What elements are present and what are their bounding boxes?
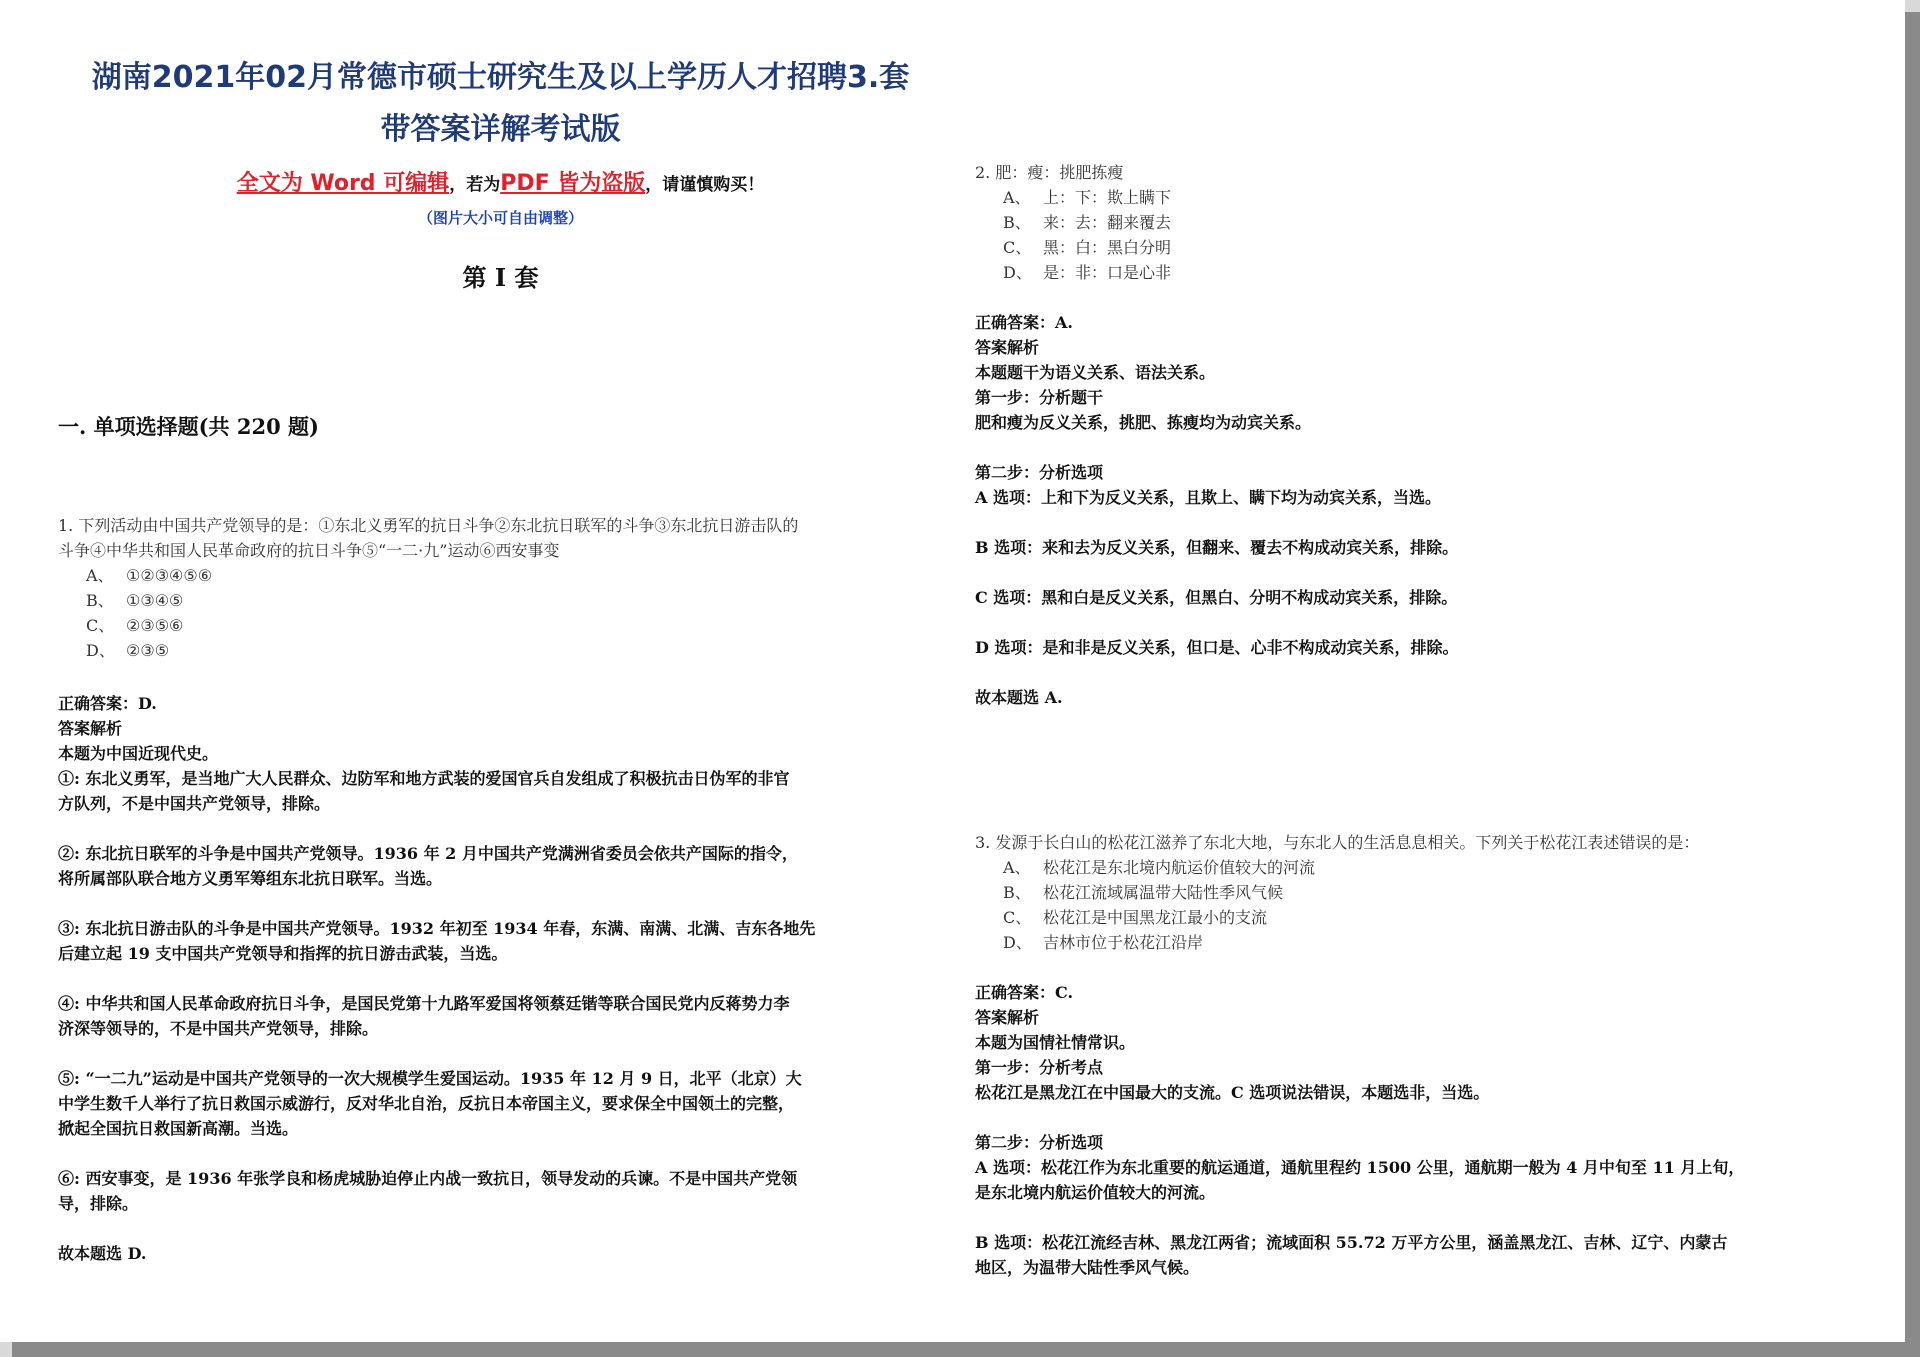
option-b: B、 来：去：翻来覆去 xyxy=(1003,213,1172,232)
option-d: D、 ②③⑤ xyxy=(86,641,170,660)
copyright-notice xyxy=(58,166,943,197)
option-b: B、 松花江流域属温带大陆性季风气候 xyxy=(1003,883,1284,902)
analysis-paragraph: 将所属部队联合地方义勇军筹组东北抗日联军。当选。 xyxy=(58,869,443,888)
conclusion: 故本题选 A. xyxy=(975,688,1063,707)
option-c: C、 松花江是中国黑龙江最小的支流 xyxy=(1003,908,1268,927)
analysis-paragraph: ⑥: 西安事变，是 1936 年张学良和杨虎城胁迫停止内战一致抗日，领导发动的兵谏。不是中国共产党领 xyxy=(58,1169,798,1188)
step-label: 第二步：分析选项 xyxy=(975,463,1104,482)
analysis-label: 答案解析 xyxy=(58,719,123,738)
title-line-1: 湖南2021年02月常德市硕士研究生及以上学历人才招聘3.套 xyxy=(91,60,910,95)
analysis-paragraph: 方队列，不是中国共产党领导，排除。 xyxy=(58,794,331,813)
analysis-label: 答案解析 xyxy=(975,1008,1040,1027)
analysis-paragraph: C 选项：黑和白是反义关系，但黑白、分明不构成动宾关系，排除。 xyxy=(975,588,1458,607)
question-1 xyxy=(58,513,943,1266)
notice-text: ，若为 xyxy=(449,175,501,195)
analysis-paragraph: 后建立起 19 支中国共产党领导和指挥的抗日游击武装，当选。 xyxy=(58,944,508,963)
correct-answer: 正确答案：D. xyxy=(58,694,157,713)
analysis-paragraph: B 选项：来和去为反义关系，但翻来、覆去不构成动宾关系，排除。 xyxy=(975,538,1459,557)
left-column xyxy=(58,52,943,1266)
notice-text-end: ，请谨慎购买！ xyxy=(645,175,765,195)
page-shadow-bottom xyxy=(12,1342,1920,1357)
analysis-paragraph: 肥和瘦为反义关系，挑肥、拣瘦均为动宾关系。 xyxy=(975,413,1312,432)
analysis-paragraph: B 选项：松花江流经吉林、黑龙江两省；流域面积 55.72 万平方公里，涵盖黑龙江、吉林、辽宁、内蒙古 xyxy=(975,1233,1728,1252)
option-c: C、 ②③⑤⑥ xyxy=(86,616,184,635)
analysis-paragraph: 中学生数千人举行了抗日救国示威游行，反对华北自治，反抗日本帝国主义，要求保全中国领土的完整， xyxy=(58,1094,795,1113)
set-title: 第 I 套 xyxy=(462,263,539,292)
notice-pdf-pirated: PDF 皆为盗版 xyxy=(500,171,646,196)
step-label: 第一步：分析考点 xyxy=(975,1058,1104,1077)
right-column xyxy=(975,0,1855,1280)
analysis-topic: 本题为中国近现代史。 xyxy=(58,744,219,763)
question-stem: 2. 肥：瘦：挑肥拣瘦 xyxy=(975,163,1124,182)
analysis-paragraph: 松花江是黑龙江在中国最大的支流。C 选项说法错误，本题选非，当选。 xyxy=(975,1083,1490,1102)
analysis-paragraph: ②: 东北抗日联军的斗争是中国共产党领导。1936 年 2 月中国共产党满洲省委员会依共产国际的指令， xyxy=(58,844,798,863)
question-stem: 1. 下列活动由中国共产党领导的是：①东北义勇军的抗日斗争②东北抗日联军的斗争③东北抗日游击队的 xyxy=(58,516,799,535)
option-d: D、 是：非：口是心非 xyxy=(1003,263,1172,282)
analysis-paragraph: ③: 东北抗日游击队的斗争是中国共产党领导。1932 年初至 1934 年春，东满、南满、北满、吉东各地先 xyxy=(58,919,816,938)
analysis-label: 答案解析 xyxy=(975,338,1040,357)
option-a: A、 上：下：欺上瞒下 xyxy=(1003,188,1172,207)
question-stem: 3. 发源于长白山的松花江滋养了东北大地，与东北人的生活息息相关。下列关于松花江表述错误的是： xyxy=(975,833,1700,852)
question-2 xyxy=(975,160,1855,710)
step-label: 第一步：分析题干 xyxy=(975,388,1104,407)
analysis-paragraph: 导，排除。 xyxy=(58,1194,139,1213)
analysis-paragraph: D 选项：是和非是反义关系，但口是、心非不构成动宾关系，排除。 xyxy=(975,638,1459,657)
analysis-paragraph: 是东北境内航运价值较大的河流。 xyxy=(975,1183,1216,1202)
step-label: 第二步：分析选项 xyxy=(975,1133,1104,1152)
question-stem: 斗争④中华共和国人民革命政府的抗日斗争⑤“一二·九”运动⑥西安事变 xyxy=(58,541,560,560)
document-title xyxy=(58,52,943,156)
option-d: D、 吉林市位于松花江沿岸 xyxy=(1003,933,1204,952)
correct-answer: 正确答案：A. xyxy=(975,313,1073,332)
analysis-paragraph: ④: 中华共和国人民革命政府抗日斗争，是国民党第十九路军爱国将领蔡廷锴等联合国民党内反蒋势力李 xyxy=(58,994,790,1013)
conclusion: 故本题选 D. xyxy=(58,1244,147,1263)
analysis-paragraph: 掀起全国抗日救国新高潮。当选。 xyxy=(58,1119,299,1138)
analysis-topic: 本题为国情社情常识。 xyxy=(975,1033,1136,1052)
option-b: B、 ①③④⑤ xyxy=(86,591,184,610)
analysis-paragraph: 地区，为温带大陆性季风气候。 xyxy=(975,1258,1200,1277)
title-line-2: 带答案详解考试版 xyxy=(380,112,621,147)
page-shadow-right xyxy=(1905,12,1920,1357)
option-c: C、 黑：白：黑白分明 xyxy=(1003,238,1172,257)
image-resize-note: （图片大小可自由调整） xyxy=(417,209,583,227)
option-a: A、 松花江是东北境内航运价值较大的河流 xyxy=(1003,858,1316,877)
correct-answer: 正确答案：C. xyxy=(975,983,1074,1002)
analysis-paragraph: A 选项：松花江作为东北重要的航运通道，通航里程约 1500 公里，通航期一般为 4 月中旬至 11 月上旬， xyxy=(975,1158,1745,1177)
analysis-paragraph: A 选项：上和下为反义关系，且欺上、瞒下均为动宾关系，当选。 xyxy=(975,488,1441,507)
analysis-paragraph: ⑤: “一二九”运动是中国共产党领导的一次大规模学生爱国运动。1935 年 12 月 9 日，北平（北京）大 xyxy=(58,1069,802,1088)
analysis-topic: 本题题干为语义关系、语法关系。 xyxy=(975,363,1216,382)
notice-word-editable: 全文为 Word 可编辑 xyxy=(236,171,450,196)
analysis-paragraph: ①: 东北义勇军，是当地广大人民群众、边防军和地方武装的爱国官兵自发组成了积极抗击日伪军的非官 xyxy=(58,769,790,788)
question-3 xyxy=(975,830,1855,1280)
section-title: 一. 单项选择题(共 220 题) xyxy=(58,414,319,439)
option-a: A、 ①②③④⑤⑥ xyxy=(86,566,213,585)
analysis-paragraph: 济深等领导的，不是中国共产党领导，排除。 xyxy=(58,1019,379,1038)
